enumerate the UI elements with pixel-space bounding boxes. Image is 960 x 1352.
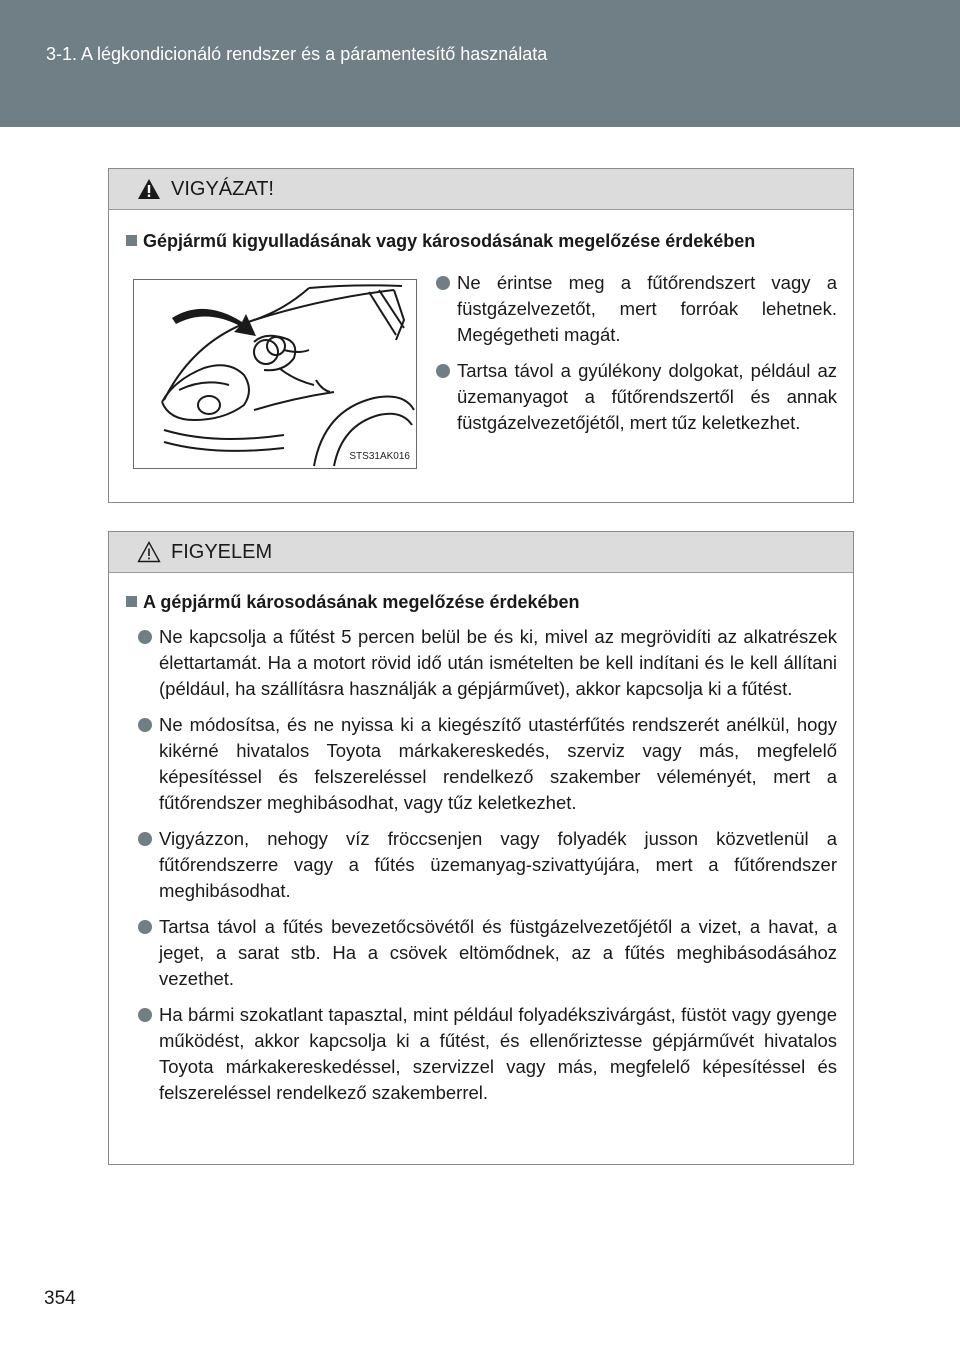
caution-section-title: Gépjármű kigyulladásának vagy károsodásának megelőzése érdekében <box>126 231 755 252</box>
caution-label: VIGYÁZAT! <box>171 177 274 200</box>
round-bullet-icon <box>436 276 450 290</box>
square-bullet-icon <box>126 235 137 246</box>
page-header <box>0 0 960 127</box>
round-bullet-icon <box>138 920 152 934</box>
notice-box <box>108 531 854 1165</box>
chapter-title: 3-1. A légkondicionáló rendszer és a páramentesítő használata <box>46 44 548 64</box>
warning-outline-icon <box>137 541 161 563</box>
warning-filled-icon <box>137 178 161 200</box>
square-bullet-icon <box>126 596 137 607</box>
caution-box <box>108 168 854 503</box>
caution-list <box>433 270 837 446</box>
round-bullet-icon <box>138 832 152 846</box>
notice-list <box>135 624 837 1116</box>
round-bullet-icon <box>138 630 152 644</box>
list-item: Vigyázzon, nehogy víz fröccsenjen vagy folyadék jusson közvetlenül a fűtőrendszerre vagy a fűtés üzemanyag-szivattyújára, mert a fűtőrendszer meghibásodhat. <box>135 826 837 904</box>
car-front-drawing <box>134 280 416 468</box>
round-bullet-icon <box>138 718 152 732</box>
page-number: 354 <box>44 1288 76 1309</box>
round-bullet-icon <box>138 1008 152 1022</box>
list-item: Ha bármi szokatlant tapasztal, mint például folyadékszivárgást, füstöt vagy gyenge működést, akkor kapcsolja ki a fűtést, és ellenőriztesse gépjárművét hivatalos Toyota márkakereskedéssel, szervizzel vagy más, megfelelő képesítéssel és felszereléssel rendelkező szakemberrel. <box>135 1002 837 1106</box>
notice-section-title: A gépjármű károsodásának megelőzése érdekében <box>126 592 580 613</box>
figure-code: STS31AK016 <box>349 451 410 462</box>
list-item: Ne módosítsa, és ne nyissa ki a kiegészítő utastérfűtés rendszerét anélkül, hogy kikérné hivatalos Toyota márkakereskedés, szerviz vagy más, megfelelő képesítéssel és felszereléssel rendelkező szakember véleményét, mert a fűtőrendszer meghibásodhat, vagy tűz keletkezhet. <box>135 712 837 816</box>
notice-header <box>109 532 853 573</box>
round-bullet-icon <box>436 364 450 378</box>
list-item: Tartsa távol a gyúlékony dolgokat, például az üzemanyagot a fűtőrendszertől és annak füstgázelvezetőjétől, mert tűz keletkezhet. <box>433 358 837 436</box>
car-heater-illustration <box>133 279 417 469</box>
list-item: Ne kapcsolja a fűtést 5 percen belül be és ki, mivel az megrövidíti az alkatrészek élettartamát. Ha a motort rövid idő után ismételten be kell indítani és le kell állítani (például, ha szállításra használják a gépjárművet), akkor kapcsolja ki a fűtést. <box>135 624 837 702</box>
list-item: Ne érintse meg a fűtőrendszert vagy a füstgázelvezetőt, mert forróak lehetnek. Megégetheti magát. <box>433 270 837 348</box>
list-item: Tartsa távol a fűtés bevezetőcsövétől és füstgázelvezetőjétől a vizet, a havat, a jeget, a sarat stb. Ha a csövek eltömődnek, az a fűtés meghibásodásához vezethet. <box>135 914 837 992</box>
caution-header <box>109 169 853 210</box>
notice-label: FIGYELEM <box>171 540 273 563</box>
